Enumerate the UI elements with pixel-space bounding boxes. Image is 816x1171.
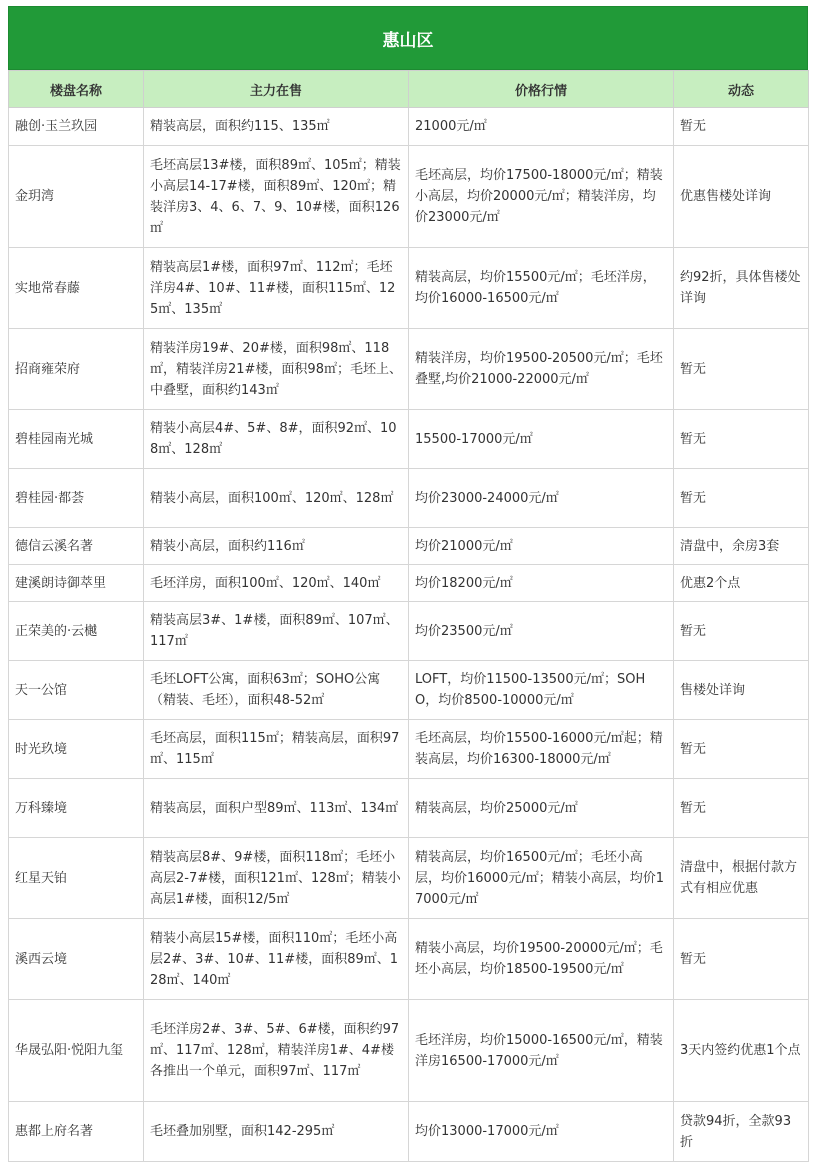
table-row	[9, 329, 809, 410]
cell-status: 约92折，具体售楼处详询	[674, 248, 809, 329]
cell-property-name: 碧桂园·都荟	[9, 469, 144, 528]
cell-status: 3天内签约优惠1个点	[674, 1000, 809, 1102]
cell-status: 清盘中，余房3套	[674, 528, 809, 565]
cell-property-name: 建溪朗诗御萃里	[9, 565, 144, 602]
cell-main-sale: 毛坯高层13#楼，面积89㎡、105㎡；精装小高层14-17#楼，面积89㎡、120㎡；精装洋房3、4、6、7、9、10#楼，面积126㎡	[144, 146, 409, 248]
cell-price: 均价18200元/㎡	[409, 565, 674, 602]
table-row	[9, 779, 809, 838]
cell-property-name: 时光玖境	[9, 720, 144, 779]
table-row	[9, 469, 809, 528]
cell-main-sale: 精装高层1#楼，面积97㎡、112㎡；毛坯洋房4#、10#、11#楼，面积115㎡、125㎡、135㎡	[144, 248, 409, 329]
cell-price: 均价21000元/㎡	[409, 528, 674, 565]
header-status: 动态	[674, 71, 809, 108]
cell-main-sale: 毛坯高层，面积115㎡；精装高层，面积97㎡、115㎡	[144, 720, 409, 779]
cell-price: 精装洋房，均价19500-20500元/㎡；毛坯叠墅,均价21000-22000元/㎡	[409, 329, 674, 410]
cell-price: 21000元/㎡	[409, 108, 674, 146]
cell-property-name: 华晟弘阳·悦阳九玺	[9, 1000, 144, 1102]
cell-status: 贷款94折，全款93折	[674, 1102, 809, 1162]
cell-property-name: 溪西云境	[9, 919, 144, 1000]
table-row	[9, 248, 809, 329]
cell-property-name: 惠都上府名著	[9, 1102, 144, 1162]
cell-status: 暂无	[674, 108, 809, 146]
cell-main-sale: 精装高层，面积户型89㎡、113㎡、134㎡	[144, 779, 409, 838]
table-row	[9, 919, 809, 1000]
cell-price: 精装小高层，均价19500-20000元/㎡；毛坯小高层，均价18500-19500元/㎡	[409, 919, 674, 1000]
cell-price: 毛坯洋房，均价15000-16500元/㎡，精装洋房16500-17000元/㎡	[409, 1000, 674, 1102]
cell-property-name: 正荣美的·云樾	[9, 602, 144, 661]
table-row	[9, 838, 809, 919]
header-name: 楼盘名称	[9, 71, 144, 108]
cell-price: 均价23500元/㎡	[409, 602, 674, 661]
cell-price: 均价13000-17000元/㎡	[409, 1102, 674, 1162]
cell-status: 清盘中，根据付款方式有相应优惠	[674, 838, 809, 919]
table-row	[9, 661, 809, 720]
cell-main-sale: 毛坯叠加别墅，面积142-295㎡	[144, 1102, 409, 1162]
cell-property-name: 融创·玉兰玖园	[9, 108, 144, 146]
cell-main-sale: 精装小高层15#楼，面积110㎡；毛坯小高层2#、3#、10#、11#楼，面积89㎡、128㎡、140㎡	[144, 919, 409, 1000]
table-row	[9, 528, 809, 565]
table-row	[9, 602, 809, 661]
table-row	[9, 720, 809, 779]
cell-property-name: 金玥湾	[9, 146, 144, 248]
table-row	[9, 146, 809, 248]
table-header-row	[9, 71, 809, 108]
cell-price: 毛坯高层，均价15500-16000元/㎡起；精装高层，均价16300-18000元/㎡	[409, 720, 674, 779]
cell-property-name: 碧桂园南光城	[9, 410, 144, 469]
cell-price: 15500-17000元/㎡	[409, 410, 674, 469]
cell-price: LOFT，均价11500-13500元/㎡；SOHO，均价8500-10000元/㎡	[409, 661, 674, 720]
cell-price: 精装高层，均价25000元/㎡	[409, 779, 674, 838]
cell-property-name: 实地常春藤	[9, 248, 144, 329]
cell-price: 均价23000-24000元/㎡	[409, 469, 674, 528]
cell-property-name: 德信云溪名著	[9, 528, 144, 565]
table-row	[9, 1000, 809, 1102]
cell-main-sale: 毛坯洋房，面积100㎡、120㎡、140㎡	[144, 565, 409, 602]
cell-property-name: 招商雍荣府	[9, 329, 144, 410]
cell-status: 暂无	[674, 602, 809, 661]
cell-property-name: 红星天铂	[9, 838, 144, 919]
cell-status: 暂无	[674, 410, 809, 469]
cell-status: 暂无	[674, 329, 809, 410]
cell-main-sale: 精装小高层，面积约116㎡	[144, 528, 409, 565]
cell-price: 毛坯高层，均价17500-18000元/㎡；精装小高层，均价20000元/㎡；精装洋房，均价23000元/㎡	[409, 146, 674, 248]
cell-main-sale: 精装高层3#、1#楼，面积89㎡、107㎡、117㎡	[144, 602, 409, 661]
cell-price: 精装高层，均价15500元/㎡；毛坯洋房，均价16000-16500元/㎡	[409, 248, 674, 329]
table-row	[9, 1102, 809, 1162]
cell-main-sale: 毛坯LOFT公寓，面积63㎡；SOHO公寓（精装、毛坯），面积48-52㎡	[144, 661, 409, 720]
table-row	[9, 410, 809, 469]
cell-property-name: 天一公馆	[9, 661, 144, 720]
cell-status: 优惠售楼处详询	[674, 146, 809, 248]
cell-status: 售楼处详询	[674, 661, 809, 720]
cell-property-name: 万科臻境	[9, 779, 144, 838]
cell-main-sale: 精装高层，面积约115、135㎡	[144, 108, 409, 146]
cell-price: 精装高层，均价16500元/㎡；毛坯小高层，均价16000元/㎡；精装小高层，均价17000元/㎡	[409, 838, 674, 919]
table-row	[9, 108, 809, 146]
cell-main-sale: 精装洋房19#、20#楼，面积98㎡、118㎡，精装洋房21#楼，面积98㎡；毛坯上、中叠墅，面积约143㎡	[144, 329, 409, 410]
cell-main-sale: 精装高层8#、9#楼，面积118㎡；毛坯小高层2-7#楼，面积121㎡、128㎡；精装小高层1#楼，面积12/5㎡	[144, 838, 409, 919]
header-main-sale: 主力在售	[144, 71, 409, 108]
cell-main-sale: 精装小高层4#、5#、8#，面积92㎡、108㎡、128㎡	[144, 410, 409, 469]
cell-status: 暂无	[674, 779, 809, 838]
table-row	[9, 565, 809, 602]
cell-status: 暂无	[674, 720, 809, 779]
cell-status: 暂无	[674, 919, 809, 1000]
table-body	[9, 108, 809, 1162]
district-table-panel	[8, 6, 808, 1162]
district-title: 惠山区	[8, 6, 808, 70]
cell-main-sale: 精装小高层，面积100㎡、120㎡、128㎡	[144, 469, 409, 528]
header-price: 价格行情	[409, 71, 674, 108]
property-table	[8, 70, 809, 1162]
cell-status: 优惠2个点	[674, 565, 809, 602]
cell-status: 暂无	[674, 469, 809, 528]
cell-main-sale: 毛坯洋房2#、3#、5#、6#楼，面积约97㎡、117㎡、128㎡，精装洋房1#、4#楼各推出一个单元，面积97㎡、117㎡	[144, 1000, 409, 1102]
